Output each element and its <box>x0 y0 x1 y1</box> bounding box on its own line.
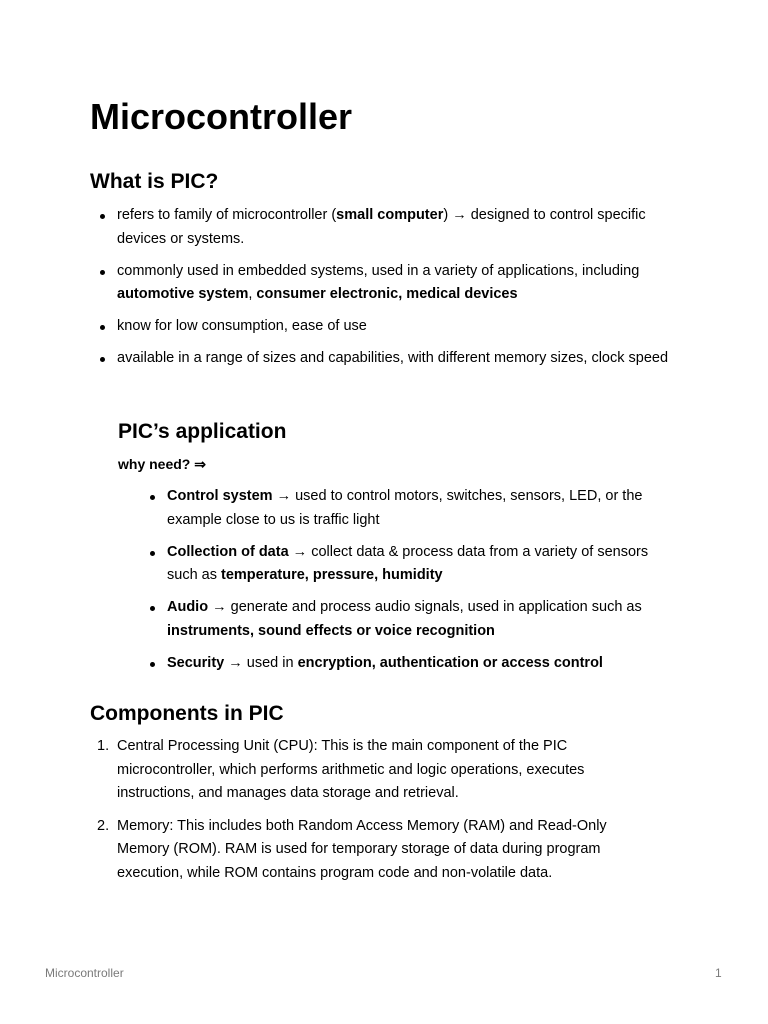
text-run: available in a range of sizes and capabilities, with different memory sizes, clock speed <box>117 350 669 366</box>
list-item-number: 1. <box>97 738 110 754</box>
text-run: → collect data & process data from a variety of sensors such as <box>167 543 649 583</box>
section-heading-components: Components in PIC <box>90 702 284 725</box>
bold-text-run: small computer <box>336 207 444 223</box>
bullet-icon <box>100 325 105 330</box>
list-item-text <box>117 263 639 303</box>
bullet-icon <box>100 357 105 362</box>
list-item <box>167 485 677 532</box>
bold-text-run: Security <box>167 654 225 671</box>
list-item <box>117 347 677 371</box>
list-item-text <box>167 544 648 584</box>
list-item <box>97 735 647 806</box>
list-item <box>117 204 677 251</box>
list-item <box>167 596 677 643</box>
components-list <box>97 735 647 894</box>
list-item-text: Central Processing Unit (CPU): This is the main component of the PIC microcontroller, which performs arithmetic and logic operations, executes instructions, and manages data storage and retrieval. <box>117 738 585 801</box>
bold-text-run: instruments, sound effects or voice recognition <box>167 622 495 639</box>
text-run: → used to control motors, switches, sensors, LED, or the example close to us is traffic light <box>167 488 643 528</box>
text-run: , <box>248 286 257 302</box>
text-run: commonly used in embedded systems, used in a variety of applications, including <box>117 262 640 279</box>
bold-text-run: Control system <box>167 488 273 504</box>
list-item <box>167 541 677 588</box>
bold-text-run: Collection of data <box>167 543 289 560</box>
text-run: know for low consumption, ease of use <box>117 318 367 334</box>
bullet-icon <box>150 551 155 556</box>
list-item-text <box>167 599 642 639</box>
bold-text-run: encryption, authentication or access control <box>297 654 603 671</box>
list-item-text <box>117 350 668 366</box>
list-item <box>117 260 677 307</box>
text-run: ) → designed to control specific devices or systems. <box>117 207 646 247</box>
section-heading-pic-application: PIC’s application <box>118 420 287 443</box>
bullet-icon <box>150 662 155 667</box>
footer-title: Microcontroller <box>45 966 124 980</box>
pic-application-list <box>167 485 677 684</box>
bullet-icon <box>100 214 105 219</box>
bullet-icon <box>100 270 105 275</box>
list-item-number: 2. <box>97 817 110 834</box>
text-run: → used in <box>224 654 298 671</box>
list-item-text <box>167 488 642 528</box>
what-is-pic-list <box>117 204 677 379</box>
list-item-text <box>167 655 603 671</box>
list-item-text <box>117 207 646 247</box>
bold-text-run: automotive system <box>117 286 249 302</box>
list-item <box>117 315 677 339</box>
bold-text-run: Audio <box>167 599 209 615</box>
page-title: Microcontroller <box>90 96 353 137</box>
bold-text-run: consumer electronic, medical devices <box>256 286 518 302</box>
section-heading-what-is-pic: What is PIC? <box>90 170 219 193</box>
list-item-text: Memory: This includes both Random Access Memory (RAM) and Read-Only Memory (ROM). RAM is used for temporary storage of data during program execution, while ROM contains program code and non-volatile data. <box>117 817 607 881</box>
list-item <box>97 815 647 886</box>
bullet-icon <box>150 495 155 500</box>
text-run: → generate and process audio signals, used in application such as <box>208 599 642 615</box>
list-item-text <box>117 318 367 334</box>
list-item <box>167 652 677 676</box>
bold-text-run: temperature, pressure, humidity <box>221 567 443 583</box>
page-number: 1 <box>715 966 722 980</box>
why-need-subheading: why need? ⇒ <box>118 456 206 472</box>
bullet-icon <box>150 606 155 611</box>
text-run: refers to family of microcontroller ( <box>117 207 337 223</box>
